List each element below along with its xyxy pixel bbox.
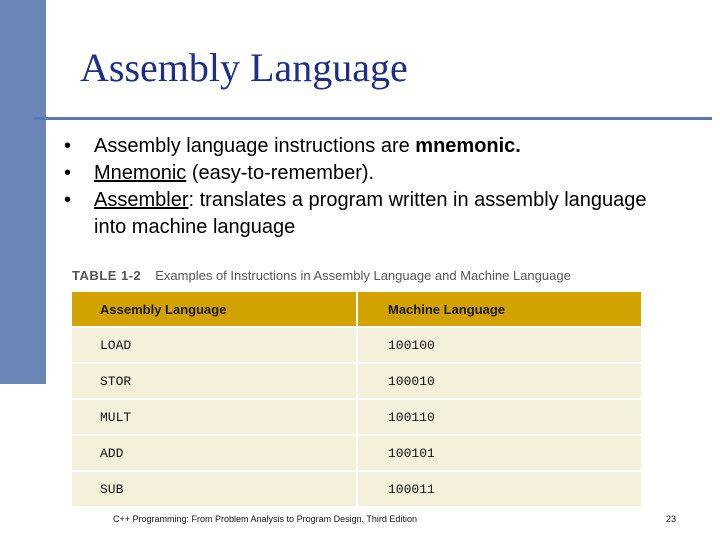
table-caption-text: Examples of Instructions in Assembly Language and Machine Language: [155, 268, 571, 283]
bullet-icon: •: [64, 135, 72, 157]
machine-cell: 100110: [358, 400, 641, 434]
bullet-term: Mnemonic: [94, 162, 187, 184]
bullet-emphasis: mnemonic.: [415, 135, 521, 157]
slide-footer: C++ Programming: From Problem Analysis to Program Design, Third Edition: [113, 514, 417, 524]
machine-cell: 100101: [358, 436, 641, 470]
table-row: [72, 328, 641, 362]
header-assembly-language: Assembly Language: [72, 292, 356, 326]
bullet-icon: •: [64, 162, 72, 184]
bullet-term: Assembler: [94, 189, 189, 211]
bullet-icon: •: [64, 189, 72, 211]
bullet-text: Assembly language instructions are: [94, 135, 416, 157]
slide-title: Assembly Language: [80, 45, 408, 90]
assembly-cell: SUB: [72, 472, 356, 506]
bullet-text: : translates a program written in assembly language into machine language: [94, 189, 647, 238]
instruction-table: [72, 292, 641, 508]
table-row: [72, 436, 641, 470]
assembly-cell: MULT: [72, 400, 356, 434]
assembly-cell: STOR: [72, 364, 356, 398]
table-caption: [72, 268, 571, 283]
bullet-list: [64, 133, 664, 241]
assembly-cell: LOAD: [72, 328, 356, 362]
table-row: [72, 400, 641, 434]
table-row: [72, 364, 641, 398]
assembly-cell: ADD: [72, 436, 356, 470]
left-accent-bar: [0, 0, 46, 384]
bullet-text: (easy-to-remember).: [186, 162, 375, 184]
machine-cell: 100100: [358, 328, 641, 362]
table-header-row: [72, 292, 641, 326]
bullet-item: [64, 160, 664, 187]
machine-cell: 100011: [358, 472, 641, 506]
machine-cell: 100010: [358, 364, 641, 398]
header-machine-language: Machine Language: [358, 292, 641, 326]
page-number: 23: [666, 514, 677, 524]
title-divider: [34, 117, 712, 120]
table-row: [72, 472, 641, 506]
bullet-item: [64, 133, 664, 160]
table-label: TABLE 1-2: [72, 268, 142, 283]
bullet-item: [64, 187, 664, 241]
